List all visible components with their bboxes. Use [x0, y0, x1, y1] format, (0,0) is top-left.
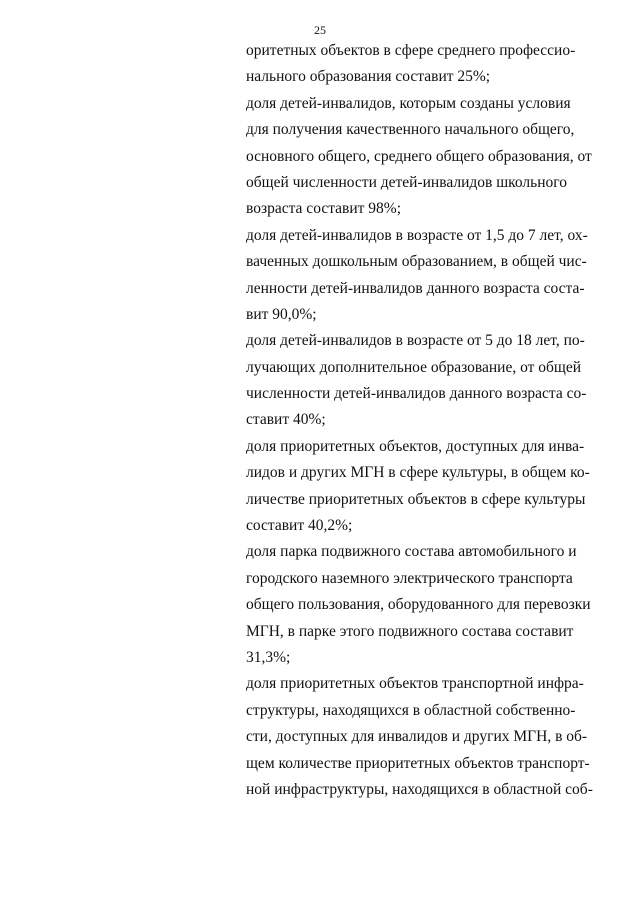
text-line: общего пользования, оборудованного для перевозки [246, 596, 591, 614]
text-line: ваченных дошкольным образованием, в общей чис- [246, 253, 587, 271]
text-line: доля парка подвижного состава автомобильного и [246, 543, 577, 561]
body-text [246, 38, 596, 803]
text-line: основного общего, среднего общего образования, от [246, 147, 592, 165]
text-line: лучающих дополнительное образование, от общей [246, 358, 582, 376]
text-line: возраста составит 98%; [246, 200, 402, 218]
text-line: личестве приоритетных объектов в сфере культуры [246, 490, 586, 508]
text-line: общей численности детей-инвалидов школьного [246, 173, 568, 191]
text-line: составит 40,2%; [246, 517, 353, 535]
text-line: ленности детей-инвалидов данного возраста соста- [246, 279, 585, 297]
text-line: МГН, в парке этого подвижного состава составит [246, 622, 574, 640]
text-line: лидов и других МГН в сфере культуры, в общем ко- [246, 464, 590, 482]
page-number: 25 [314, 23, 326, 37]
text-line: для получения качественного начального общего, [246, 121, 575, 139]
text-line: доля приоритетных объектов, доступных для инва- [246, 437, 585, 455]
text-line: сти, доступных для инвалидов и других МГН, в об- [246, 728, 588, 746]
text-line: доля детей-инвалидов в возрасте от 1,5 до 7 лет, ох- [246, 226, 588, 244]
text-line: ставит 40%; [246, 411, 326, 429]
text-line: численности детей-инвалидов данного возраста со- [246, 385, 587, 403]
text-line: нального образования составит 25%; [246, 68, 491, 86]
text-line: щем количестве приоритетных объектов транспорт- [246, 754, 590, 772]
text-line: доля детей-инвалидов в возрасте от 5 до 18 лет, по- [246, 332, 585, 350]
text-line: доля детей-инвалидов, которым созданы условия [246, 94, 571, 112]
text-line: 31,3%; [246, 648, 291, 666]
text-line: вит 90,0%; [246, 305, 317, 323]
text-line: структуры, находящихся в областной собственно- [246, 701, 576, 719]
text-line: городского наземного электрического транспорта [246, 569, 573, 587]
text-line: ной инфраструктуры, находящихся в областной соб- [246, 780, 593, 798]
text-line: оритетных объектов в сфере среднего профессио- [246, 42, 576, 59]
text-line: доля приоритетных объектов транспортной инфра- [246, 675, 584, 693]
